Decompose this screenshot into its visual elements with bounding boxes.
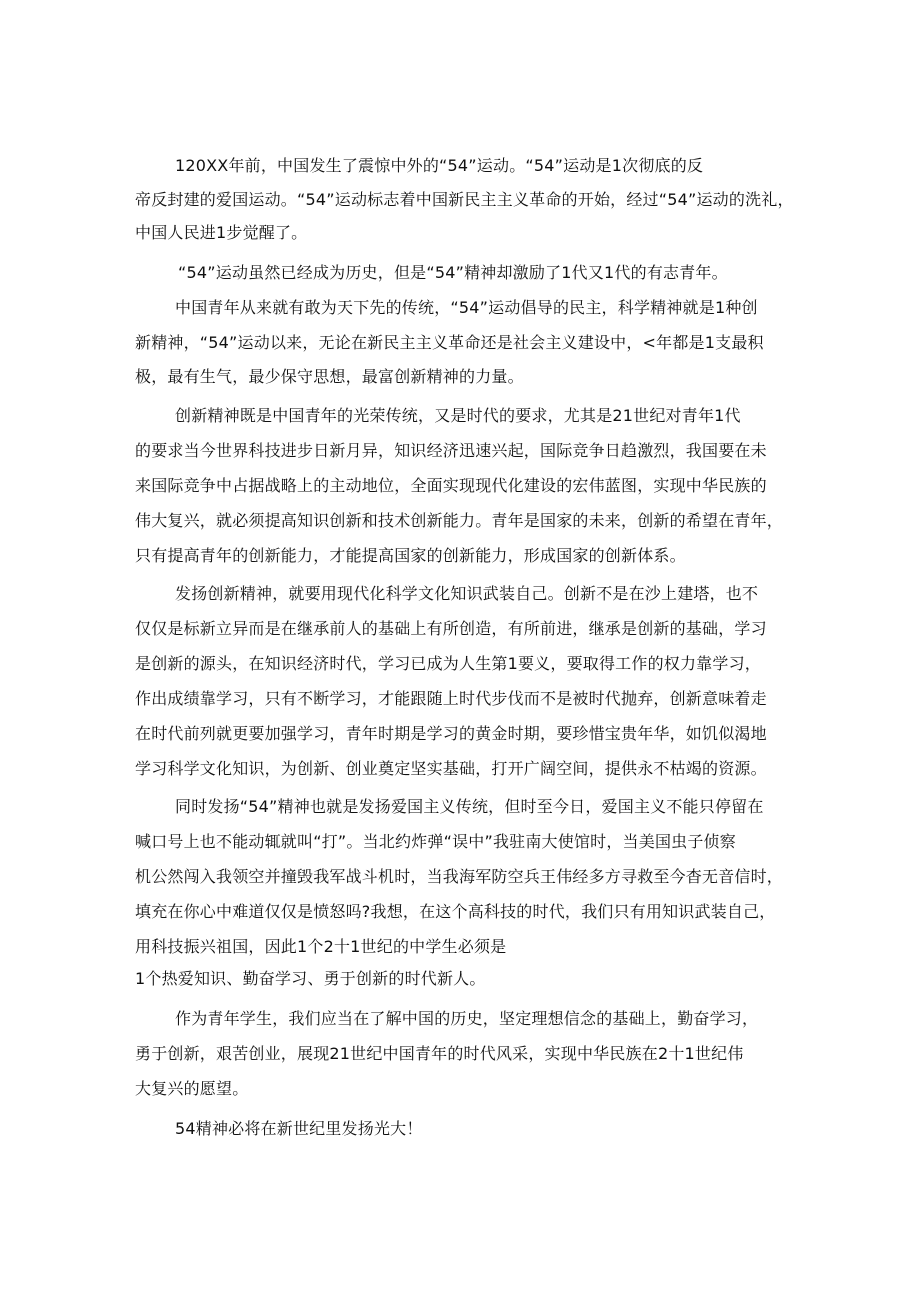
text-line: 机公然闯入我领空并撞毁我军战斗机时，当我海军防空兵王伟经多方寻救至今杳无音信时，	[135, 867, 784, 886]
text-line: 勇于创新，艰苦创业，展现21世纪中国青年的时代风采，实现中华民族在2十1世纪伟	[135, 1044, 744, 1063]
text-line: 大复兴的愿望。	[135, 1079, 249, 1098]
text-line: 中国人民进1步觉醒了。	[135, 223, 308, 242]
text-line: 在时代前列就更要加强学习，青年时期是学习的黄金时期，要珍惜宝贵年华，如饥似渴地	[135, 724, 767, 743]
text-line: 54精神必将在新世纪里发扬光大！	[175, 1119, 423, 1138]
text-line: 的要求当今世界科技进步日新月异，知识经济迅速兴起，国际竞争日趋激烈，我国要在未	[135, 441, 767, 460]
text-line: 仅仅是标新立异而是在继承前人的基础上有所创造，有所前进，继承是创新的基础，学习	[135, 619, 767, 638]
text-line: 作为青年学生，我们应当在了解中国的历史，坚定理想信念的基础上，勤奋学习，	[175, 1009, 759, 1028]
text-line: 同时发扬“54”精神也就是发扬爱国主义传统，但时至今日，爱国主义不能只停留在	[175, 797, 764, 816]
text-line: 填充在你心中难道仅仅是愤怒吗?我想，在这个高科技的时代，我们只有用知识武装自己，	[135, 902, 776, 921]
text-line: 是创新的源头，在知识经济时代，学习已成为人生第1要义，要取得工作的权力靠学习，	[135, 654, 761, 673]
text-line: “54”运动虽然已经成为历史，但是“54”精神却激励了1代又1代的有志青年。	[178, 263, 728, 282]
text-line: 伟大复兴，就必须提高知识创新和技术创新能力。青年是国家的未来，创新的希望在青年，	[135, 511, 784, 530]
text-line: 作出成绩靠学习，只有不断学习，才能跟随上时代步伐而不是被时代抛弃，创新意味着走	[135, 689, 767, 708]
text-line: 喊口号上也不能动辄就叫“打”。当北约炸弹“误中”我驻南大使馆时，当美国虫子侦察	[135, 832, 736, 851]
text-line: 1个热爱知识、勤奋学习、勇于创新的时代新人。	[135, 969, 486, 988]
text-line: 120XX年前，中国发生了震惊中外的“54”运动。“54”运动是1次彻底的反	[175, 156, 704, 175]
text-line: 用科技振兴祖国，因此1个2十1世纪的中学生必须是	[135, 937, 507, 956]
text-line: 来国际竞争中占据战略上的主动地位，全面实现现代化建设的宏伟蓝图，实现中华民族的	[135, 476, 767, 495]
text-line: 创新精神既是中国青年的光荣传统，又是时代的要求，尤其是21世纪对青年1代	[175, 406, 741, 425]
text-line: 帝反封建的爱国运动。“54”运动标志着中国新民主主义革命的开始，经过“54”运动的洗礼，	[135, 190, 794, 209]
text-line: 新精神，“54”运动以来，无论在新民主主义革命还是社会主义建设中，<年都是1支最积	[135, 333, 764, 352]
text-line: 学习科学文化知识，为创新、创业奠定坚实基础，打开广阔空间，提供永不枯竭的资源。	[135, 759, 767, 778]
text-line: 只有提高青年的创新能力，才能提高国家的创新能力，形成国家的创新体系。	[135, 546, 686, 565]
text-line: 极，最有生气，最少保守思想，最富创新精神的力量。	[135, 367, 524, 386]
text-line: 中国青年从来就有敢为天下先的传统，“54”运动倡导的民主，科学精神就是1种创	[175, 298, 758, 317]
text-line: 发扬创新精神，就要用现代化科学文化知识武装自己。创新不是在沙上建塔，也不	[175, 584, 759, 603]
